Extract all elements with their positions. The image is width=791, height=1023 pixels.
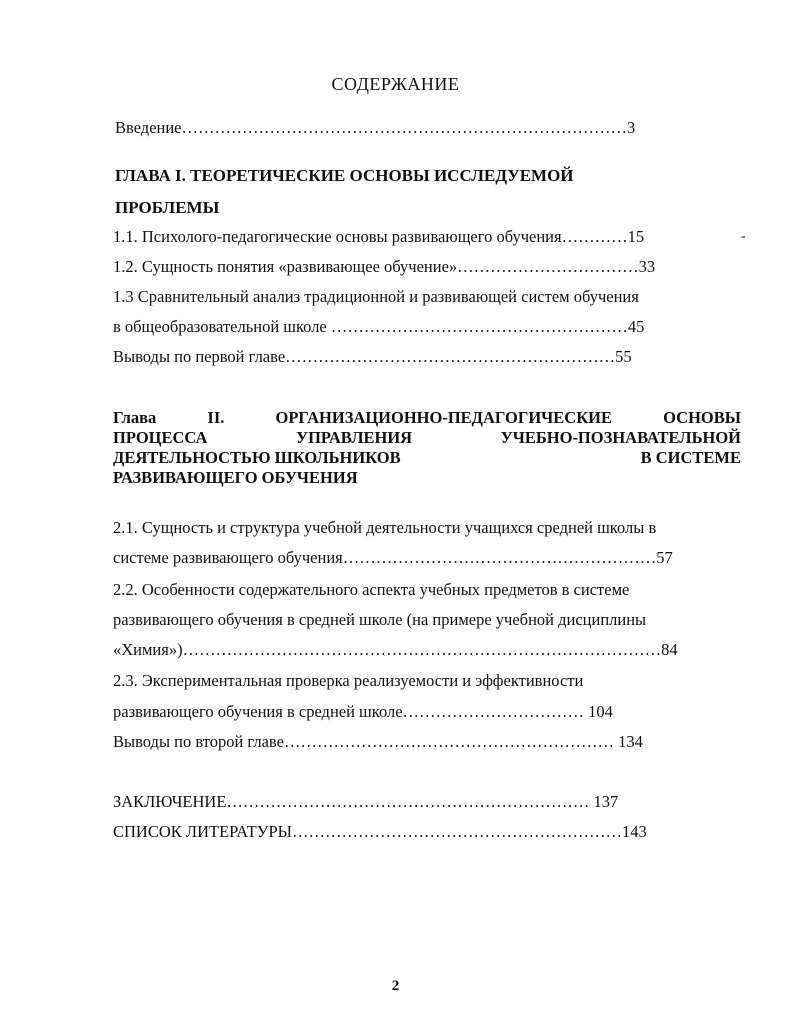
toc-entry-2-3: 2.3. Экспериментальная проверка реализуемости и эффективности bbox=[113, 671, 584, 690]
toc-entry-conclusion-ch1: Выводы по первой главе……………………………………………………55 bbox=[113, 347, 632, 366]
chapter2-heading-word: ОСНОВЫ bbox=[663, 408, 741, 427]
toc-entry-2-1: 2.1. Сущность и структура учебной деятельности учащихся средней школы в bbox=[113, 518, 657, 537]
chapter2-heading-row3 bbox=[113, 448, 741, 468]
toc-entry-2-2-cont2: «Химия»)……………………………………………………………………………84 bbox=[113, 640, 678, 659]
chapter2-heading-word: Глава bbox=[113, 408, 157, 427]
toc-entry-conclusion: ЗАКЛЮЧЕНИЕ………………………………………………………… 137 bbox=[113, 792, 619, 811]
toc-entry-2-1-cont: системе развивающего обучения…………………………………………………57 bbox=[113, 548, 673, 567]
toc-entry-1-3-cont: в общеобразовательной школе ………………………………………………45 bbox=[113, 317, 645, 336]
chapter2-heading-word: УЧЕБНО-ПОЗНАВАТЕЛЬНОЙ bbox=[500, 428, 741, 447]
chapter1-heading-line1: ГЛАВА I. ТЕОРЕТИЧЕСКИЕ ОСНОВЫ ИССЛЕДУЕМОЙ bbox=[115, 166, 574, 185]
chapter2-heading-row1 bbox=[113, 408, 741, 428]
toc-entry-1-2: 1.2. Сущность понятия «развивающее обучение»……………………………33 bbox=[113, 257, 656, 276]
chapter2-heading-word: ОРГАНИЗАЦИОННО-ПЕДАГОГИЧЕСКИЕ bbox=[275, 408, 613, 427]
toc-entry-conclusion-ch2: Выводы по второй главе…………………………………………………… 134 bbox=[113, 732, 643, 751]
toc-entry-references: СПИСОК ЛИТЕРАТУРЫ……………………………………………………143 bbox=[113, 822, 647, 841]
page-number: 2 bbox=[391, 978, 400, 994]
toc-entry-intro: Введение………………………………………………………………………3 bbox=[115, 118, 636, 137]
chapter2-heading-row2 bbox=[113, 428, 741, 448]
chapter2-heading-word: II. bbox=[207, 408, 225, 427]
toc-entry-2-2-cont: развивающего обучения в средней школе (на примере учебной дисциплины bbox=[113, 610, 647, 629]
margin-mark: - bbox=[741, 229, 746, 244]
chapter2-heading-word: ПРОЦЕССА bbox=[113, 428, 208, 447]
toc-entry-1-1: 1.1. Психолого-педагогические основы развивающего обучения…………15 bbox=[113, 227, 645, 246]
toc-entry-2-3-cont: развивающего обучения в средней школе…………………………… 104 bbox=[113, 702, 613, 721]
toc-entry-2-2: 2.2. Особенности содержательного аспекта учебных предметов в системе bbox=[113, 580, 630, 599]
chapter1-heading-line2: ПРОБЛЕМЫ bbox=[115, 198, 220, 217]
toc-entry-1-3: 1.3 Сравнительный анализ традиционной и развивающей систем обучения bbox=[113, 287, 639, 306]
chapter2-heading-word: В СИСТЕМЕ bbox=[640, 448, 741, 467]
chapter2-heading-row4: РАЗВИВАЮЩЕГО ОБУЧЕНИЯ bbox=[113, 468, 358, 487]
page-title: СОДЕРЖАНИЕ bbox=[331, 74, 460, 94]
chapter2-heading-word: ДЕЯТЕЛЬНОСТЬЮ ШКОЛЬНИКОВ bbox=[113, 448, 401, 467]
chapter2-heading-word: УПРАВЛЕНИЯ bbox=[295, 428, 413, 447]
